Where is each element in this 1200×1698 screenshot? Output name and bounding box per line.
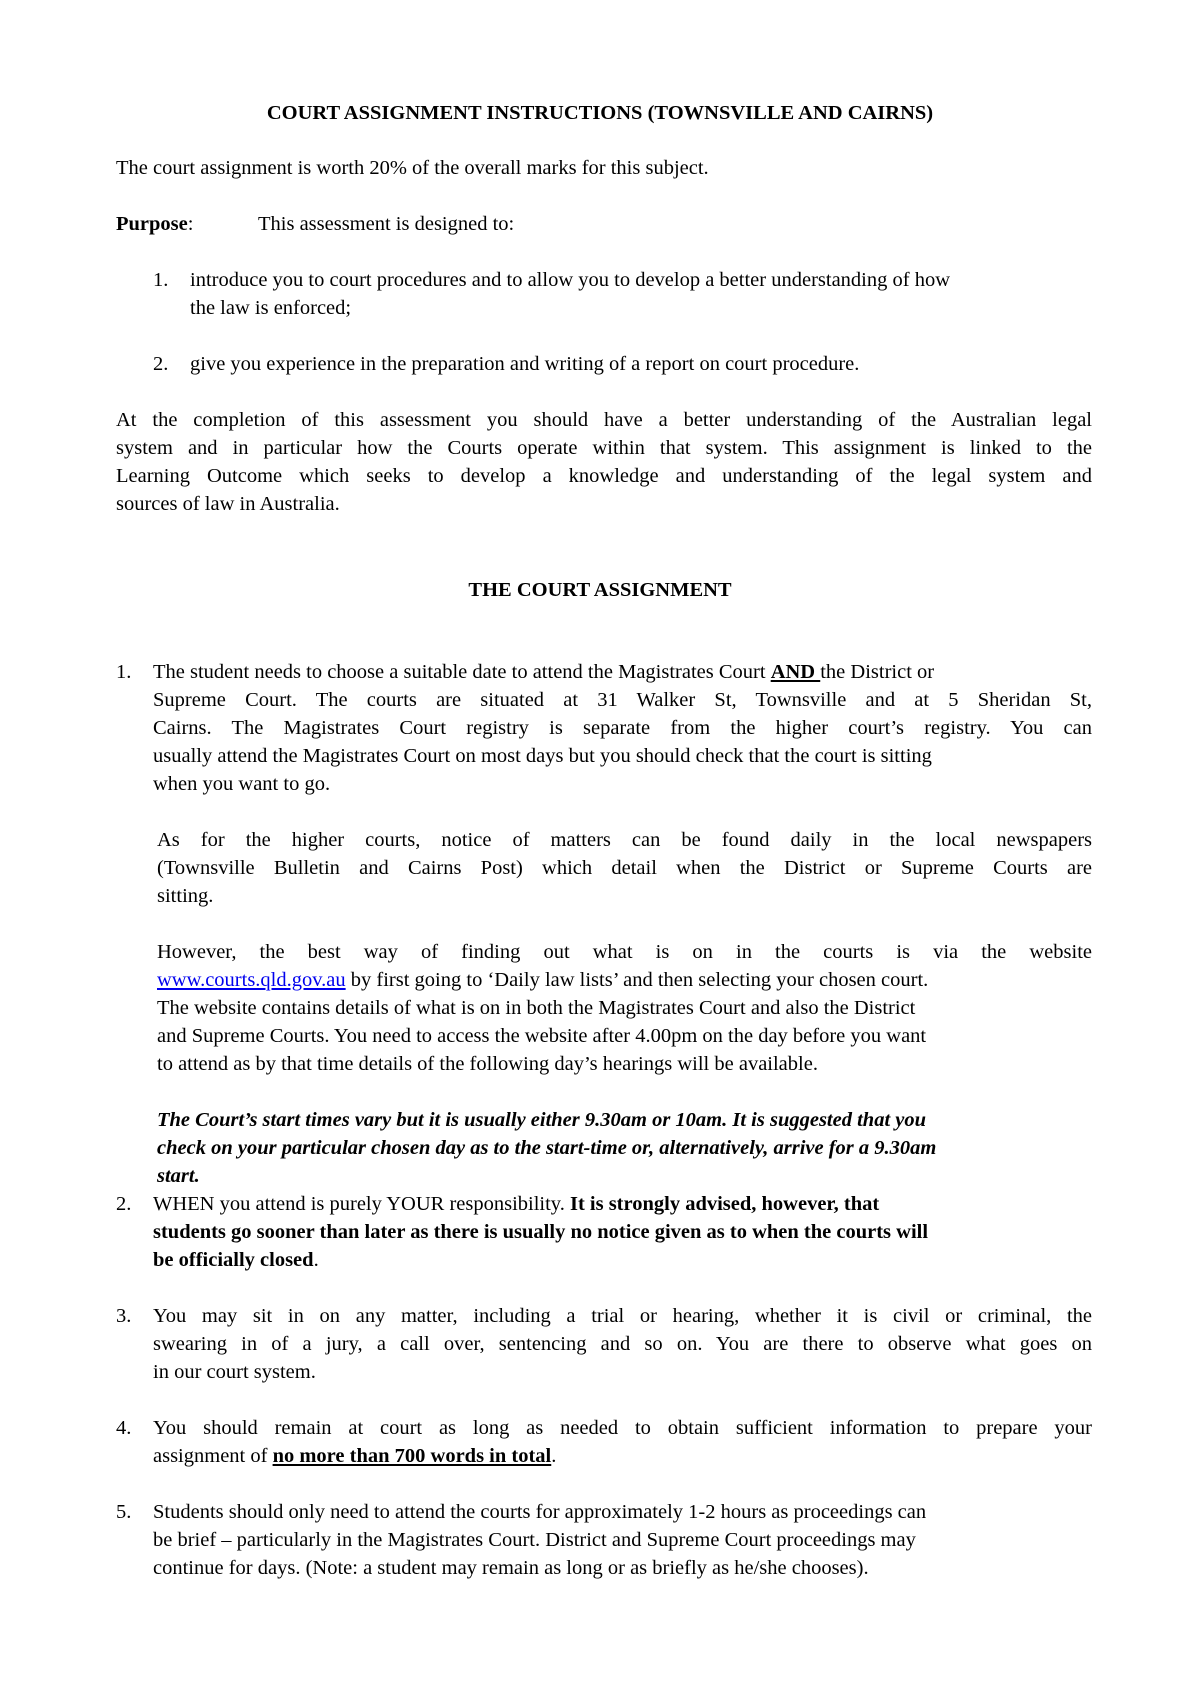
completion-paragraph-line: Learning Outcome which seeks to develop a knowledge and understanding of the legal system and xyxy=(116,465,1092,487)
item-number: 5. xyxy=(116,1501,132,1523)
item-1-line: usually attend the Magistrates Court on most days but you should check that the court is sitting xyxy=(153,745,932,767)
item-3-line: You may sit in on any matter, including a trial or hearing, whether it is civil or criminal, the xyxy=(153,1305,1092,1327)
item-3-line: in our court system. xyxy=(153,1361,316,1383)
item-1-line: Cairns. The Magistrates Court registry is separate from the higher court’s registry. You can xyxy=(153,717,1092,739)
item-5-line: continue for days. (Note: a student may remain as long or as briefly as he/she chooses). xyxy=(153,1557,869,1579)
section-heading: THE COURT ASSIGNMENT xyxy=(468,579,732,601)
worth-statement: The court assignment is worth 20% of the overall marks for this subject. xyxy=(116,157,709,179)
website-paragraph-line: www.courts.qld.gov.au by first going to ‘Daily law lists’ and then selecting your chosen court. xyxy=(157,969,929,991)
completion-paragraph-line: system and in particular how the Courts operate within that system. This assignment is linked to the xyxy=(116,437,1092,459)
item-4-line: assignment of no more than 700 words in total. xyxy=(153,1445,557,1467)
completion-paragraph-line: At the completion of this assessment you should have a better understanding of the Australian legal xyxy=(116,409,1092,431)
purpose-item-text: introduce you to court procedures and to allow you to develop a better understanding of how xyxy=(190,269,951,291)
newspaper-paragraph-line: (Townsville Bulletin and Cairns Post) which detail when the District or Supreme Courts are xyxy=(157,857,1092,879)
website-paragraph-line: to attend as by that time details of the following day’s hearings will be available. xyxy=(157,1053,818,1075)
courts-website-link[interactable]: www.courts.qld.gov.au xyxy=(157,969,346,991)
item-3-line: swearing in of a jury, a call over, sentencing and so on. You are there to observe what goes on xyxy=(153,1333,1092,1355)
start-times-note-line: start. xyxy=(157,1165,200,1187)
item-5-line: be brief – particularly in the Magistrates Court. District and Supreme Court proceedings may xyxy=(153,1529,916,1551)
item-2-line: students go sooner than later as there is usually no notice given as to when the courts will xyxy=(153,1221,929,1243)
and-emphasis: AND xyxy=(770,661,821,683)
item-number: 2. xyxy=(116,1193,132,1215)
newspaper-paragraph-line: As for the higher courts, notice of matters can be found daily in the local newspapers xyxy=(157,829,1092,851)
purpose-label: Purpose: xyxy=(116,213,194,235)
purpose-text: This assessment is designed to: xyxy=(258,213,515,235)
item-5-line: Students should only need to attend the courts for approximately 1-2 hours as proceedings can xyxy=(153,1501,927,1523)
purpose-item-text: give you experience in the preparation and writing of a report on court procedure. xyxy=(190,353,860,375)
completion-paragraph-line: sources of law in Australia. xyxy=(116,493,340,515)
purpose-item-text: the law is enforced; xyxy=(190,297,352,319)
item-number: 1. xyxy=(116,661,132,683)
item-1-line: Supreme Court. The courts are situated at 31 Walker St, Townsville and at 5 Sheridan St, xyxy=(153,689,1092,711)
document-title: COURT ASSIGNMENT INSTRUCTIONS (TOWNSVILLE AND CAIRNS) xyxy=(266,102,934,124)
purpose-item-number: 2. xyxy=(153,353,169,375)
purpose-item-number: 1. xyxy=(153,269,169,291)
item-1-line: when you want to go. xyxy=(153,773,331,795)
item-2-line: WHEN you attend is purely YOUR responsibility. It is strongly advised, however, that xyxy=(153,1193,880,1215)
website-paragraph-line: However, the best way of finding out what is on in the courts is via the website xyxy=(157,941,1092,963)
item-4-line: You should remain at court as long as needed to obtain sufficient information to prepare your xyxy=(153,1417,1092,1439)
item-1-line: The student needs to choose a suitable date to attend the Magistrates Court AND the District or xyxy=(153,661,935,683)
website-paragraph-line: and Supreme Courts. You need to access the website after 4.00pm on the day before you want xyxy=(157,1025,927,1047)
start-times-note-line: The Court’s start times vary but it is usually either 9.30am or 10am. It is suggested that you xyxy=(157,1109,927,1131)
website-paragraph-line: The website contains details of what is on in both the Magistrates Court and also the District xyxy=(157,997,916,1019)
item-number: 4. xyxy=(116,1417,132,1439)
newspaper-paragraph-line: sitting. xyxy=(157,885,214,907)
start-times-note-line: check on your particular chosen day as to the start-time or, alternatively, arrive for a 9.30am xyxy=(157,1137,937,1159)
word-limit-emphasis: no more than 700 words in total xyxy=(272,1445,552,1467)
item-number: 3. xyxy=(116,1305,132,1327)
item-2-line: be officially closed. xyxy=(153,1249,319,1271)
